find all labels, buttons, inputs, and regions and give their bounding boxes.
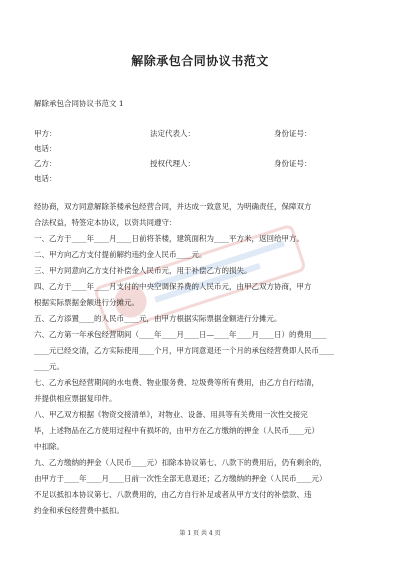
paragraph-line: ____元已经交清，乙方实际使用____个月，甲方同意退还一个月的承包经营费即人民币____ <box>34 346 334 355</box>
paragraph-line: 四、乙方于____年____月支付的中央空调保养费的人民币元，由甲乙双方协商，甲方 <box>34 282 312 291</box>
id-number-label-2: 身份证号： <box>274 159 312 168</box>
paragraph-line: 毕，上述物品在乙方使用过程中有损坏的，由甲方在乙方缴纳的押金（人民币____元） <box>34 426 319 435</box>
paragraph-line: 中扣除。 <box>34 442 64 451</box>
paragraph-line: 经协商，双方同意解除茶楼承包经营合同，并达成一致意见，为明确责任，保障双方 <box>34 202 312 211</box>
paragraph-line: 由甲方于____年____月____日前一次性全部无息退还；乙方缴纳的押金（人民币____元） <box>34 474 327 483</box>
document-title: 解除承包合同协议书范文 <box>131 54 269 68</box>
paragraph-line: 七、乙方承包经营期间的水电费、物业服务费、垃圾费等所有费用，由乙方自行结清， <box>34 378 319 387</box>
id-number-label-1: 身份证号： <box>274 129 312 138</box>
paragraph-line: 八、甲乙双方根据《物资交接清单》，对物业、设备、用具等有关费用一次性交接完 <box>34 410 308 419</box>
paragraph-line: 一、乙方于____年____月____日前将茶楼，建筑面积为____平方米，返回给甲方。 <box>34 234 304 243</box>
legal-rep-label: 法定代表人： <box>150 129 195 138</box>
phone-label-2: 电话： <box>34 174 57 183</box>
paragraph-line: 五、乙方添置____的人民币____元，由甲方根据实际票据金额进行分摊元。 <box>34 314 282 323</box>
paragraph-line: 六、乙方第一年承包经营期间（____年____月____日—____年____月____日）的费用____ <box>34 330 327 339</box>
phone-label-1: 电话： <box>34 144 57 153</box>
auth-agent-label: 授权代理人： <box>150 159 195 168</box>
party-b-label: 乙方： <box>34 159 57 168</box>
paragraph-line: 根据实际票据金额进行分摊元。 <box>34 298 139 307</box>
party-a-label: 甲方： <box>34 129 57 138</box>
paragraph-line: 并提供相应票据复印件。 <box>34 394 117 403</box>
page-footer: 第 1 页 共 4 页 <box>179 530 221 537</box>
paragraph-line: 三、甲方同意向乙方支付补偿金人民币元，用于补偿乙方的损失。 <box>34 266 252 275</box>
paragraph-line: ____元。 <box>34 362 64 371</box>
paragraph-line: 九、乙方缴纳的押金（人民币____元）扣除本协议第七、八款下的费用后，仍有剩余的， <box>34 458 327 467</box>
document-subtitle: 解除承包合同协议书范文 1 <box>34 99 124 108</box>
paragraph-line: 约金和承包经营费中抵扣。 <box>34 506 124 515</box>
paragraph-line: 合法权益，特签定本协议，以资共同遵守： <box>34 218 177 227</box>
paragraph-line: 二、甲方向乙方支付提前解约违约金人民币____元。 <box>34 250 207 259</box>
paragraph-line: 不足以抵扣本协议第七、八款费用的，由乙方自行补足或者从甲方支付的补偿款、违 <box>34 490 312 499</box>
